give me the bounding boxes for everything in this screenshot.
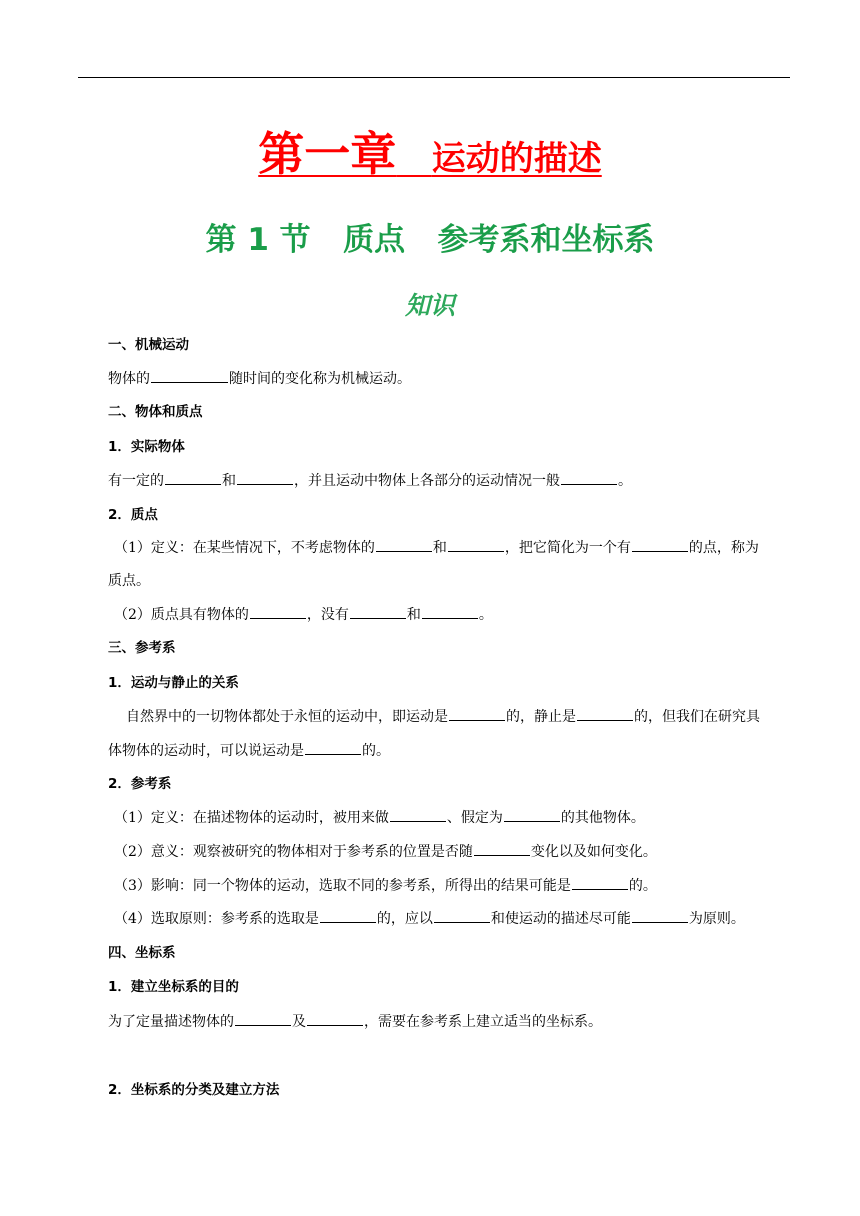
paragraph: （1）定义：在某些情况下，不考虑物体的 和 ，把它简化为一个有 的点，称为 [114, 540, 759, 556]
fill-blank[interactable] [422, 605, 478, 619]
fill-blank[interactable] [165, 471, 221, 485]
paragraph: （3）影响：同一个物体的运动，选取不同的参考系，所得出的结果可能是 的。 [114, 878, 657, 894]
paragraph: 自然界中的一切物体都处于永恒的运动中，即运动是 的，静止是 的，但我们在研究具 [126, 709, 760, 725]
fill-blank[interactable] [320, 909, 376, 923]
chapter-number: 第一章 [258, 127, 397, 181]
fill-blank[interactable] [350, 605, 406, 619]
fill-blank[interactable] [235, 1012, 291, 1026]
subheading-reference-frame: 2．参考系 [108, 776, 172, 792]
subheading-particle: 2．质点 [108, 507, 158, 523]
paragraph: （4）选取原则：参考系的选取是 的，应以 和使运动的描述尽可能 为原则。 [114, 911, 745, 927]
paragraph: （2）意义：观察被研究的物体相对于参考系的位置是否随 变化以及如何变化。 [114, 844, 657, 860]
heading-object-particle: 二、物体和质点 [108, 404, 203, 420]
subheading-motion-rest: 1．运动与静止的关系 [108, 675, 239, 691]
subheading-purpose: 1．建立坐标系的目的 [108, 979, 239, 995]
fill-blank[interactable] [390, 808, 446, 822]
subheading-classification: 2．坐标系的分类及建立方法 [108, 1082, 280, 1098]
paragraph: 物体的 随时间的变化称为机械运动。 [108, 371, 411, 387]
knowledge-badge: 知识 [404, 291, 455, 320]
heading-coordinate-system: 四、坐标系 [108, 945, 176, 961]
fill-blank[interactable] [632, 909, 688, 923]
chapter-title [0, 118, 860, 184]
fill-blank[interactable] [448, 538, 504, 552]
fill-blank[interactable] [151, 369, 228, 383]
paragraph: （2）质点具有物体的 ，没有 和 。 [114, 607, 493, 623]
fill-blank[interactable] [504, 808, 560, 822]
paragraph: （1）定义：在描述物体的运动时，被用来做 、假定为 的其他物体。 [114, 810, 645, 826]
header-rule [78, 77, 790, 78]
fill-blank[interactable] [237, 471, 293, 485]
fill-blank[interactable] [449, 707, 505, 721]
paragraph: 有一定的 和 ，并且运动中物体上各部分的运动情况一般 。 [108, 473, 632, 489]
heading-reference-frame: 三、参考系 [108, 640, 176, 656]
paragraph-continued: 体物体的运动时，可以说运动是 的。 [108, 743, 390, 759]
fill-blank[interactable] [632, 538, 688, 552]
fill-blank[interactable] [376, 538, 432, 552]
fill-blank[interactable] [305, 741, 361, 755]
section-title: 第 1 节 质点 参考系和坐标系 [205, 222, 655, 258]
fill-blank[interactable] [577, 707, 633, 721]
fill-blank[interactable] [474, 842, 530, 856]
subheading-real-object: 1．实际物体 [108, 439, 185, 455]
heading-mechanical-motion: 一、机械运动 [108, 337, 189, 353]
paragraph: 为了定量描述物体的 及 ，需要在参考系上建立适当的坐标系。 [108, 1014, 602, 1030]
fill-blank[interactable] [561, 471, 617, 485]
fill-blank[interactable] [307, 1012, 363, 1026]
chapter-name: 运动的描述 [431, 139, 602, 179]
fill-blank[interactable] [572, 876, 628, 890]
fill-blank[interactable] [434, 909, 490, 923]
fill-blank[interactable] [250, 605, 306, 619]
paragraph-continued: 质点。 [108, 573, 150, 589]
